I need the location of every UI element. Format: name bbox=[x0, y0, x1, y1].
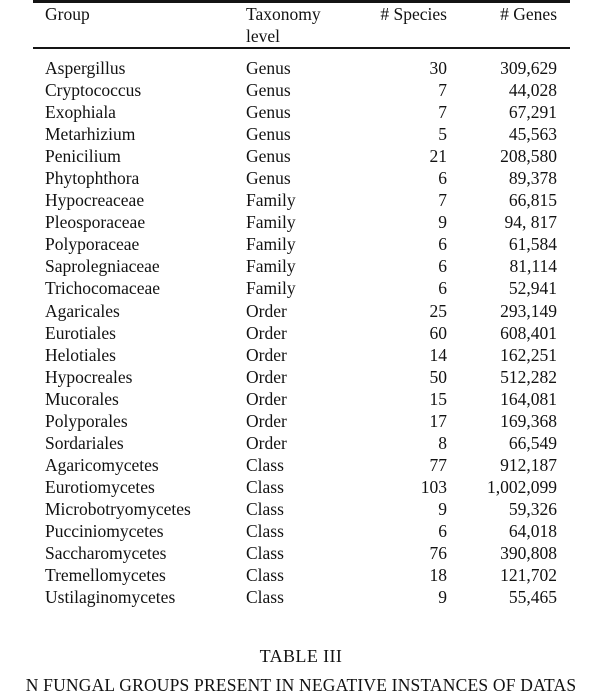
table-cell-species-count: 50 bbox=[429, 366, 447, 387]
table-cell-group: Ustilaginomycetes bbox=[45, 587, 176, 608]
table-cell-taxonomy-level: Class bbox=[246, 454, 284, 475]
table-cell-species-count: 25 bbox=[429, 300, 447, 321]
table-cell-taxonomy-level: Class bbox=[246, 498, 284, 519]
table-row bbox=[33, 167, 570, 189]
table-cell-genes-count: 67,291 bbox=[508, 102, 557, 123]
table-cell-taxonomy-level: Genus bbox=[246, 58, 291, 78]
table-cell-species-count: 7 bbox=[438, 190, 447, 211]
table-row bbox=[33, 564, 570, 586]
table-row bbox=[33, 233, 570, 255]
table-cell-taxonomy-level: Genus bbox=[246, 124, 291, 145]
table-cell-group: Hypocreaceae bbox=[45, 190, 145, 211]
column-header-species-count-line1: # Species bbox=[380, 4, 447, 24]
table-cell-group: Aspergillus bbox=[45, 58, 126, 78]
table-row bbox=[33, 277, 570, 299]
table-cell-group: Polyporales bbox=[45, 410, 128, 431]
table-cell-species-count: 7 bbox=[438, 102, 447, 123]
table-row bbox=[33, 388, 570, 410]
table-cell-taxonomy-level: Order bbox=[246, 366, 287, 387]
table-row bbox=[33, 79, 570, 101]
table-row bbox=[33, 476, 570, 498]
table-cell-species-count: 77 bbox=[429, 454, 447, 475]
fungal-groups-table bbox=[33, 3, 570, 47]
table-cell-species-count: 103 bbox=[420, 476, 447, 497]
table-row bbox=[33, 123, 570, 145]
table-cell-genes-count: 52,941 bbox=[508, 278, 557, 299]
table-cell-species-count: 14 bbox=[429, 344, 447, 365]
column-header-taxonomy-level bbox=[236, 3, 346, 47]
table-cell-species-count: 60 bbox=[429, 322, 447, 343]
table-cell-taxonomy-level: Order bbox=[246, 410, 287, 431]
table-cell-genes-count: 208,580 bbox=[500, 146, 557, 167]
table-row bbox=[33, 189, 570, 211]
table-cell-species-count: 5 bbox=[438, 124, 447, 145]
table-cell-genes-count: 94, 817 bbox=[504, 212, 557, 233]
table-cell-species-count: 9 bbox=[438, 587, 447, 608]
table-row bbox=[33, 49, 570, 79]
table-row bbox=[33, 211, 570, 233]
table-cell-genes-count: 309,629 bbox=[500, 58, 557, 78]
table-caption-text: N FUNGAL GROUPS PRESENT IN NEGATIVE INSTANCES OF DATAS bbox=[25, 675, 577, 695]
table-cell-species-count: 6 bbox=[438, 520, 447, 541]
column-header-group-line1: Group bbox=[45, 4, 90, 24]
column-header-genes-count-line1: # Genes bbox=[500, 4, 557, 24]
table-cell-taxonomy-level: Genus bbox=[246, 168, 291, 189]
table-number-label: TABLE III bbox=[259, 646, 343, 666]
table-cell-group: Metarhizium bbox=[45, 124, 136, 145]
table-cell-taxonomy-level: Class bbox=[246, 543, 284, 564]
table-cell-group: Exophiala bbox=[45, 102, 116, 123]
table-cell-genes-count: 164,081 bbox=[500, 388, 557, 409]
column-header-taxonomy-level-line2: level bbox=[246, 26, 281, 46]
table-cell-species-count: 8 bbox=[438, 432, 447, 453]
table-cell-genes-count: 293,149 bbox=[500, 300, 557, 321]
table-cell-species-count: 9 bbox=[438, 212, 447, 233]
table-cell-species-count: 6 bbox=[438, 256, 447, 277]
table-row bbox=[33, 300, 570, 322]
table-cell-taxonomy-level: Genus bbox=[246, 102, 291, 123]
table-cell-genes-count: 512,282 bbox=[500, 366, 557, 387]
table-cell-species-count: 6 bbox=[438, 168, 447, 189]
table-row bbox=[33, 101, 570, 123]
table-cell-genes-count: 44,028 bbox=[508, 80, 557, 101]
table-cell-group: Penicilium bbox=[45, 146, 121, 167]
table-cell-genes-count: 89,378 bbox=[508, 168, 557, 189]
table-cell-genes-count: 169,368 bbox=[500, 410, 557, 431]
table-cell-taxonomy-level: Order bbox=[246, 388, 287, 409]
table-cell-species-count: 9 bbox=[438, 498, 447, 519]
table-cell-genes-count: 66,815 bbox=[508, 190, 557, 211]
column-header-group bbox=[33, 3, 236, 47]
table-cell-group: Phytophthora bbox=[45, 168, 140, 189]
table-cell-group: Pleosporaceae bbox=[45, 212, 146, 233]
table-cell-group: Pucciniomycetes bbox=[45, 520, 164, 541]
table-row bbox=[33, 322, 570, 344]
table-row bbox=[33, 366, 570, 388]
table-cell-species-count: 30 bbox=[429, 58, 447, 78]
table-cell-taxonomy-level: Family bbox=[246, 278, 296, 299]
table-cell-group: Agaricomycetes bbox=[45, 454, 159, 475]
table-cell-genes-count: 121,702 bbox=[500, 565, 557, 586]
fungal-groups-table-body bbox=[33, 49, 570, 608]
table-cell-genes-count: 59,326 bbox=[508, 498, 557, 519]
table-cell-group: Sordariales bbox=[45, 432, 124, 453]
table-cell-taxonomy-level: Family bbox=[246, 190, 296, 211]
table-cell-genes-count: 162,251 bbox=[500, 344, 557, 365]
table-cell-genes-count: 81,114 bbox=[509, 256, 557, 277]
table-cell-taxonomy-level: Genus bbox=[246, 80, 291, 101]
table-cell-group: Trichocomaceae bbox=[45, 278, 160, 299]
table-cell-group: Saccharomycetes bbox=[45, 543, 167, 564]
table-cell-taxonomy-level: Class bbox=[246, 565, 284, 586]
table-cell-genes-count: 912,187 bbox=[500, 454, 557, 475]
table-row bbox=[33, 432, 570, 454]
table-container bbox=[33, 0, 570, 608]
table-cell-group: Polyporaceae bbox=[45, 234, 140, 255]
table-cell-genes-count: 61,584 bbox=[508, 234, 557, 255]
table-cell-group: Tremellomycetes bbox=[45, 565, 166, 586]
table-cell-taxonomy-level: Order bbox=[246, 322, 287, 343]
table-row bbox=[33, 255, 570, 277]
table-cell-genes-count: 1,002,099 bbox=[487, 476, 557, 497]
table-cell-taxonomy-level: Class bbox=[246, 587, 284, 608]
table-cell-genes-count: 64,018 bbox=[508, 520, 557, 541]
table-cell-taxonomy-level: Order bbox=[246, 344, 287, 365]
table-cell-species-count: 21 bbox=[429, 146, 447, 167]
table-cell-taxonomy-level: Class bbox=[246, 476, 284, 497]
table-row bbox=[33, 542, 570, 564]
table-cell-species-count: 6 bbox=[438, 278, 447, 299]
column-header-genes-count bbox=[447, 3, 570, 47]
table-cell-group: Saprolegniaceae bbox=[45, 256, 160, 277]
table-cell-taxonomy-level: Family bbox=[246, 234, 296, 255]
table-cell-taxonomy-level: Family bbox=[246, 256, 296, 277]
table-cell-group: Microbotryomycetes bbox=[45, 498, 191, 519]
table-cell-species-count: 18 bbox=[429, 565, 447, 586]
table-row bbox=[33, 498, 570, 520]
table-body bbox=[33, 49, 570, 608]
table-cell-species-count: 15 bbox=[429, 388, 447, 409]
table-cell-group: Agaricales bbox=[45, 300, 120, 321]
table-header-row bbox=[33, 3, 570, 47]
table-caption-block bbox=[0, 645, 602, 696]
table-cell-genes-count: 45,563 bbox=[508, 124, 557, 145]
table-cell-taxonomy-level: Order bbox=[246, 300, 287, 321]
table-row bbox=[33, 520, 570, 542]
table-cell-species-count: 7 bbox=[438, 80, 447, 101]
table-cell-group: Mucorales bbox=[45, 388, 119, 409]
table-row bbox=[33, 145, 570, 167]
table-cell-species-count: 76 bbox=[429, 543, 447, 564]
column-header-taxonomy-level-line1: Taxonomy bbox=[246, 4, 321, 24]
table-cell-species-count: 6 bbox=[438, 234, 447, 255]
table-cell-taxonomy-level: Class bbox=[246, 520, 284, 541]
table-cell-taxonomy-level: Genus bbox=[246, 146, 291, 167]
table-cell-group: Hypocreales bbox=[45, 366, 133, 387]
table-row bbox=[33, 344, 570, 366]
table-cell-group: Cryptococcus bbox=[45, 80, 142, 101]
table-cell-genes-count: 66,549 bbox=[508, 432, 557, 453]
table-cell-group: Eurotiales bbox=[45, 322, 116, 343]
column-header-species-count bbox=[346, 3, 447, 47]
table-cell-species-count: 17 bbox=[429, 410, 447, 431]
table-cell-taxonomy-level: Order bbox=[246, 432, 287, 453]
table-cell-genes-count: 608,401 bbox=[500, 322, 557, 343]
table-row bbox=[33, 454, 570, 476]
table-row bbox=[33, 586, 570, 608]
table-cell-group: Helotiales bbox=[45, 344, 116, 365]
table-cell-taxonomy-level: Family bbox=[246, 212, 296, 233]
table-cell-genes-count: 55,465 bbox=[508, 587, 557, 608]
table-cell-group: Eurotiomycetes bbox=[45, 476, 155, 497]
table-cell-genes-count: 390,808 bbox=[500, 543, 557, 564]
table-header bbox=[33, 3, 570, 47]
table-row bbox=[33, 410, 570, 432]
